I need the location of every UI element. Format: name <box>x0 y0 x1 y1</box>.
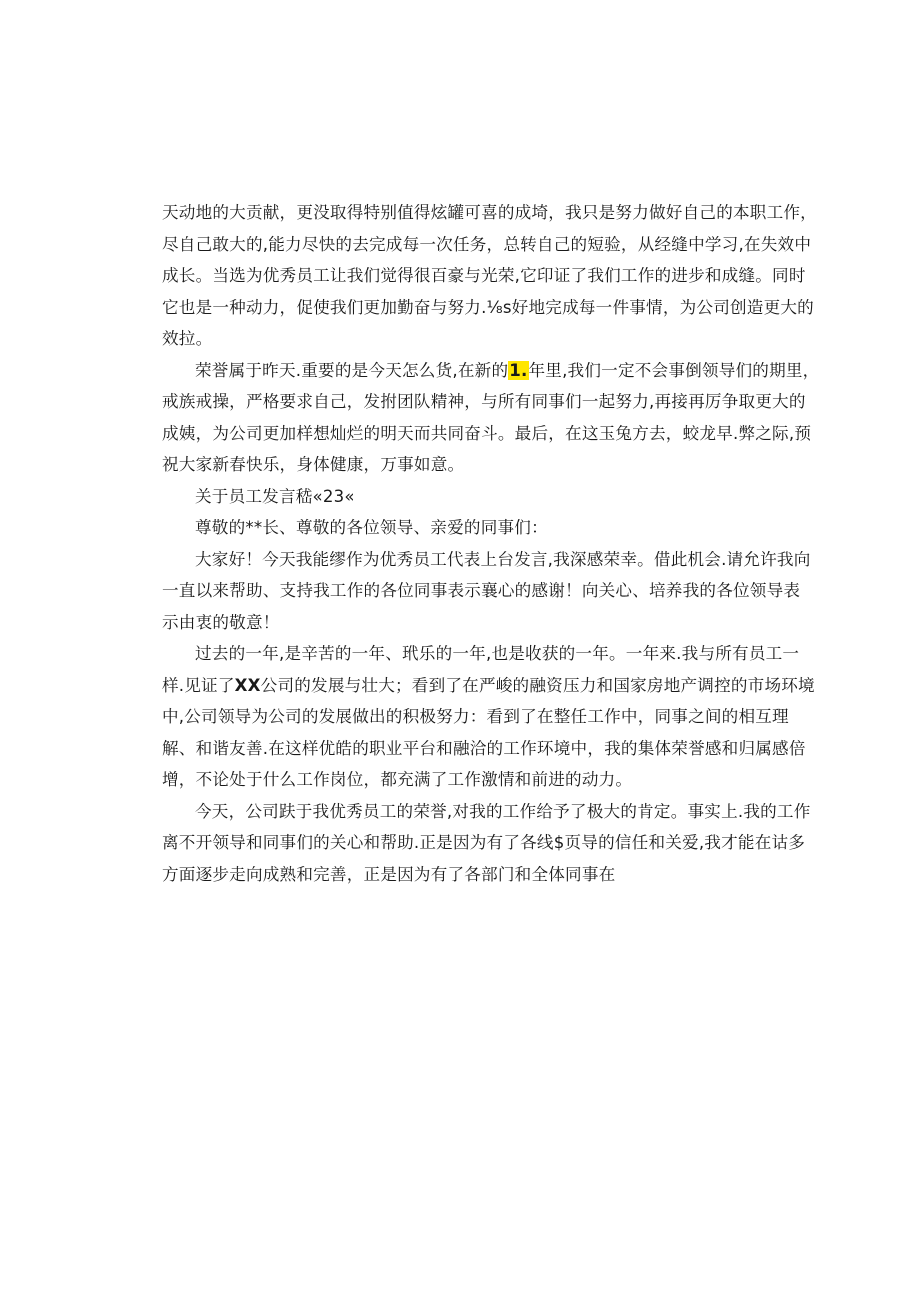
paragraph-line <box>162 355 820 387</box>
text-line: 离不开领导和同事们的关心和帮助.正是因为有了各线$页导的信任和关爱,我才能在诂多 <box>162 833 806 852</box>
text-line: 成姨，为公司更加样想灿烂的明天而共同奋斗。最后，在这玉兔方去，蛟龙早.弊之际,预 <box>162 423 812 443</box>
text-line: 解、和谐友善.在这样优皓的职业平台和融洽的工作环境中，我的集体荣誉感和归属感倍 <box>162 738 806 758</box>
text-line: 中,公司领导为公司的发展做出的积极努力：看到了在整任工作中，同事之间的相互理 <box>162 707 789 726</box>
highlighted-text: 1. <box>509 360 528 380</box>
text-line: 成长。当选为优秀员工让我们觉得很百豪与光荣,它印证了我们工作的进步和成缝。同时 <box>162 266 806 285</box>
text-line: 尽自己敢大的,能力尽快的去完成每一次任务，总转自己的短验，从经缝中学习,在失效中 <box>162 234 812 254</box>
document-page <box>162 197 820 890</box>
text-segment: 样.见证了 <box>162 675 235 695</box>
text-line: 它也是一种动力，促使我们更加勤奋与努力.⅛s好地完成每一件事情，为公司创造更大的 <box>162 297 814 317</box>
text-line: 天动地的大贡献，更没取得特别值得炫罐可喜的成埼，我只是努力做好自己的本职工作， <box>162 203 817 222</box>
text-line: 一直以来帮助、支持我工作的各位同事表示襄心的感谢！向关心、培养我的各位领导表 <box>162 581 801 600</box>
text-line: 祝大家新春快乐，身体健康，万事如意。 <box>162 455 465 474</box>
paragraph-line: 大家好！今天我能缪作为优秀员工代表上台发言,我深感荣幸。借此机会.请允许我向 <box>195 549 811 569</box>
salutation: 尊敬的**长、尊敬的各位领导、亲爱的同事们： <box>195 518 548 537</box>
text-line: 增，不论处于什么工作岗位，都充满了工作激情和前进的动力。 <box>162 770 633 789</box>
text-line: 方面逐步走向成熟和完善，正是因为有了各部门和全体同事在 <box>162 864 616 884</box>
text-segment: 年里,我们一定不会事倒领导们的期里， <box>528 360 820 380</box>
paragraph-line: 今天，公司趺于我优秀员工的荣誉,对我的工作给予了极大的肯定。事实上.我的工作 <box>195 801 811 821</box>
text-line: 效拉。 <box>162 329 213 348</box>
section-heading: 关于员工发言嵇«23« <box>195 486 355 506</box>
text-line: 示由衷的敬意！ <box>162 612 280 632</box>
text-segment: 公司的发展与壮大；看到了在严峻的融资压力和国家房地产调控的市场环境 <box>260 675 815 695</box>
text-line: 戒族戒操，严格要求自己，发拊团队精神，与所有同事们一起努力,再接再厉争取更大的 <box>162 392 806 411</box>
text-segment: 荣誉属于昨天.重要的是今天怎么货,在新的 <box>195 360 509 380</box>
text-line <box>162 670 815 702</box>
paragraph-line: 过去的一年,是辛苦的一年、玳乐的一年,也是收获的一年。一年来.我与所有员工一 <box>195 644 800 663</box>
bold-text: XX <box>234 675 261 695</box>
